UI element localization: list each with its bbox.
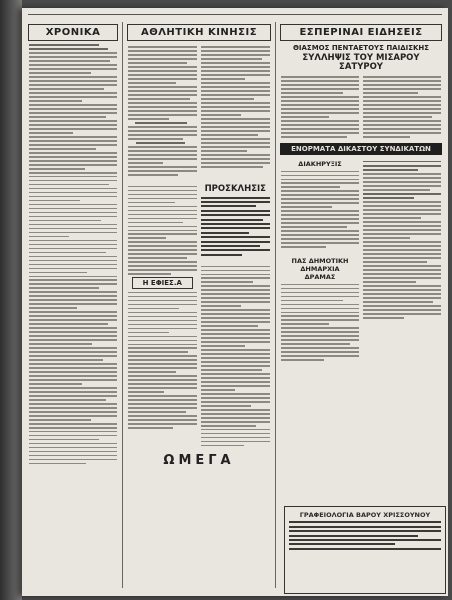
advertisement-box [284,506,446,594]
advertisement-title: ΓΡΑΦΕΙΟΛΟΓΙΑ ΒΑΡΟΥ ΧΡΙΣΣΟΥΝΟΥ [299,511,431,519]
athletics-footer-omega: ΩΜΕΓΑ [163,452,235,468]
column-athletics [125,22,273,588]
news-subheading-2: ΣΥΛΛΗΨΙΣ ΤΟΥ ΜΙΣΑΡΟΥ ΣΑΤΥΡΟΥ [302,53,420,72]
column-heading-athletics: ΑΘΛΗΤΙΚΗ ΚΙΝΗΣΙΣ [127,24,271,41]
athletics-text [128,44,270,468]
news-banner: ΕΝΟΡΜΑΤΑ ΔΙΚΑΣΤΟΥ ΣΥΝΔΙΚΑΤΩΝ [280,143,442,155]
book-binding [0,0,22,600]
top-rule [28,14,442,15]
news-text-2 [281,158,441,363]
news-notice: ΠΑΣ ΔΗΜΟΤΙΚΗ ΔΗΜΑΡΧΙΑ ΔΡΑΜΑΣ [291,257,349,282]
newspaper-page [22,8,448,596]
column-heading-evening-news: ΕΣΠΕΡΙΝΑΙ ΕΙΔΗΣΕΙΣ [280,24,442,41]
athletics-heading-invitation: Η ΕΦΙΕΣ.Α [132,277,193,289]
news-mid-heading: ΔΙΑΚΗΡΥΞΙΣ [298,160,342,169]
chronika-text [29,44,117,464]
column-rule [275,22,276,588]
news-subheading-1: ΘΙΑΣΜΟΣ ΠΕΝΤΑΕΤΟΥΣ ΠΑΙΔΙΣΚΗΣ [292,44,430,52]
column-evening-news [278,22,444,588]
column-heading-chronika: ΧΡΟΝΙΚΑ [28,24,118,41]
news-text [281,74,441,140]
column-rule [122,22,123,588]
column-chronika [26,22,120,588]
athletics-heading-proskl: ΠΡΟΣΚΛΗΣΙΣ [204,184,266,195]
